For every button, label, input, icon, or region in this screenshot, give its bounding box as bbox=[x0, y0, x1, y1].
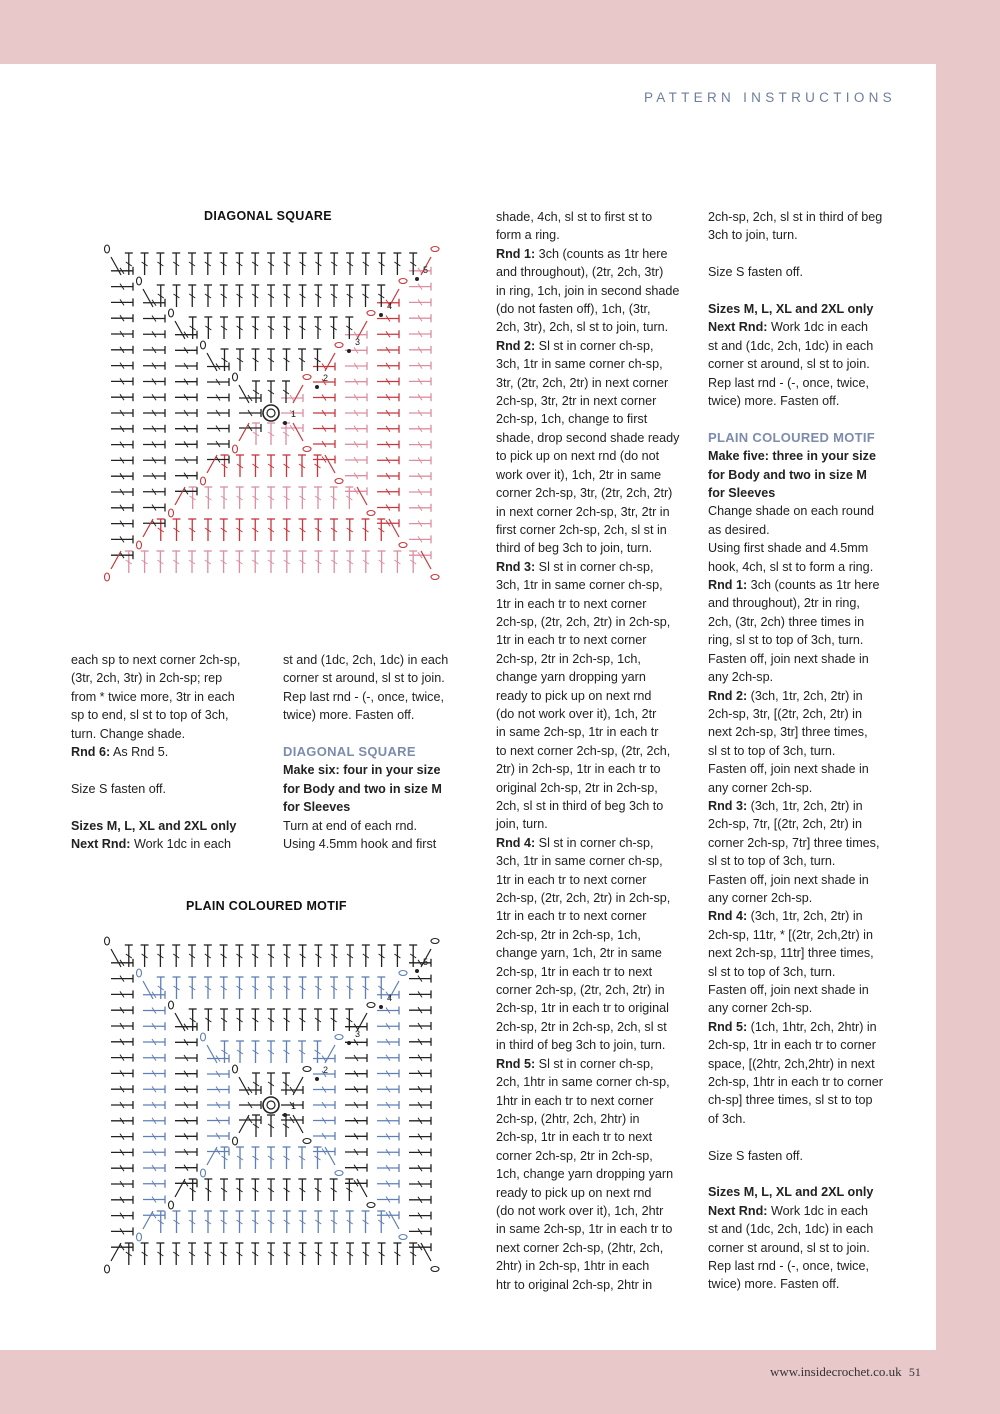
text-line: Rnd 3: (3ch, 1tr, 2ch, 2tr) in bbox=[708, 798, 863, 813]
corner-stitch bbox=[207, 353, 217, 371]
text-line: Rnd 4: (3ch, 1tr, 2ch, 2tr) in bbox=[708, 909, 863, 924]
plain-motif-chart-title: PLAIN COLOURED MOTIF bbox=[186, 899, 347, 913]
text-line: sl st to top of 3ch, turn. bbox=[708, 743, 836, 758]
text-line: (do not work over it), 1ch, 2tr bbox=[496, 706, 657, 721]
text-line: next 2ch-sp, 11tr] three times, bbox=[708, 946, 874, 961]
text-line: 2ch-sp, 1tr in each tr to corner bbox=[708, 1038, 876, 1053]
corner-chain bbox=[169, 1001, 174, 1009]
text-line: corner 2ch-sp, 7tr] three times, bbox=[708, 835, 880, 850]
text-line: Rnd 1: 3ch (counts as 1tr here bbox=[708, 578, 880, 593]
round-label: Next Rnd: bbox=[708, 320, 768, 335]
paragraph-gap bbox=[708, 282, 908, 300]
text-line: in same 2ch-sp, 1tr in each tr bbox=[496, 725, 659, 740]
corner-chain bbox=[137, 1233, 142, 1241]
text-line: corner st around, sl st to join. bbox=[708, 1240, 870, 1255]
text-line: third of beg 3ch to join, turn. bbox=[496, 541, 653, 556]
text-line: Rep last rnd - (-, once, twice, bbox=[283, 689, 444, 704]
text-line: any 2ch-sp. bbox=[708, 670, 774, 685]
text-line: any corner 2ch-sp. bbox=[708, 1001, 813, 1016]
text-line: 1tr in each tr to next corner bbox=[496, 909, 647, 924]
corner-chain bbox=[335, 343, 343, 348]
round-label: Next Rnd: bbox=[71, 837, 131, 852]
round-number-label: 1 bbox=[291, 409, 297, 419]
text-line: twice) more. Fasten off. bbox=[708, 394, 840, 409]
round-number-label: 2 bbox=[323, 1065, 329, 1075]
text-line: Rnd 3: Sl st in corner ch-sp, bbox=[496, 559, 654, 574]
join-dot bbox=[315, 385, 319, 389]
round-number-label: 5 bbox=[423, 265, 429, 275]
corner-stitch bbox=[239, 1077, 249, 1095]
text-line: for Body and two in size M bbox=[708, 467, 867, 482]
text-line: 2ch, 3tr), 2ch, sl st to join, turn. bbox=[496, 320, 669, 335]
column-4 bbox=[708, 208, 908, 1294]
corner-chain bbox=[233, 445, 238, 453]
corner-chain bbox=[137, 277, 142, 285]
text-line: 2ch-sp, (2tr, 2ch, 2tr) in 2ch-sp, bbox=[496, 891, 671, 906]
corner-chain bbox=[105, 937, 110, 945]
text-line: any corner 2ch-sp. bbox=[708, 890, 813, 905]
round-label: Rnd 6: bbox=[71, 745, 111, 760]
text-line: work over it), 1ch, 2tr in same bbox=[496, 467, 662, 482]
corner-chain bbox=[399, 543, 407, 548]
text-line: 2ch-sp, 2ch, sl st in third of beg bbox=[708, 210, 883, 224]
text-line: ring, sl st to top of 3ch, turn. bbox=[708, 633, 864, 648]
magic-ring-inner bbox=[267, 409, 275, 417]
round-label: Rnd 3: bbox=[496, 559, 536, 574]
text-line: as desired. bbox=[708, 522, 770, 537]
footer-url: www.insidecrochet.co.uk bbox=[770, 1364, 902, 1379]
text-line: corner 2ch-sp, (2tr, 2ch, 2tr) in bbox=[496, 983, 665, 998]
round-number-label: 1 bbox=[291, 1101, 297, 1111]
round-label: Rnd 1: bbox=[496, 246, 536, 261]
corner-chain bbox=[303, 447, 311, 452]
text-line: 1htr in each tr to next corner bbox=[496, 1093, 654, 1108]
round-label: Rnd 4: bbox=[708, 909, 748, 924]
text-line: join, turn. bbox=[496, 817, 548, 832]
text-line: Fasten off, join next shade in bbox=[708, 983, 869, 998]
text-line: 2ch-sp, 1tr in each tr to original bbox=[496, 1001, 669, 1016]
text-line: turn. Change shade. bbox=[71, 726, 186, 741]
text-line: 2ch-sp, (2htr, 2ch, 2htr) in bbox=[496, 1111, 640, 1126]
corner-chain bbox=[367, 311, 375, 316]
corner-chain bbox=[137, 541, 142, 549]
paragraph-gap bbox=[708, 245, 908, 263]
corner-stitch bbox=[325, 353, 335, 371]
text-line: Rep last rnd - (-, once, twice, bbox=[708, 375, 869, 390]
text-line: Rnd 5: (1ch, 1htr, 2ch, 2htr) in bbox=[708, 1019, 877, 1034]
corner-stitch bbox=[357, 487, 367, 505]
corner-chain bbox=[105, 573, 110, 581]
corner-stitch bbox=[239, 1115, 249, 1133]
text-line: sl st to top of 3ch, turn. bbox=[708, 964, 836, 979]
text-line: Rnd 4: Sl st in corner ch-sp, bbox=[496, 835, 654, 850]
text-line: Next Rnd: Work 1dc in each bbox=[71, 837, 232, 852]
text-line: original 2ch-sp, 2tr in 2ch-sp, bbox=[496, 780, 658, 795]
paragraph-gap bbox=[708, 1128, 908, 1146]
column-2 bbox=[283, 651, 483, 853]
corner-stitch bbox=[421, 551, 431, 569]
corner-stitch bbox=[325, 1147, 335, 1165]
text-line: Rnd 6: As Rnd 5. bbox=[71, 745, 169, 760]
text-line: 2ch-sp, 2tr in 2ch-sp, 1ch, bbox=[496, 927, 641, 942]
corner-stitch bbox=[239, 423, 249, 441]
text-line: Next Rnd: Work 1dc in each bbox=[708, 1203, 869, 1218]
text-line: 3tr, (2tr, 2ch, 2tr) in next corner bbox=[496, 375, 669, 390]
corner-stitch bbox=[175, 1013, 185, 1031]
text-line: htr to original 2ch-sp, 2htr in bbox=[496, 1277, 653, 1292]
text-line: in same 2ch-sp, 1tr in each tr to bbox=[496, 1222, 673, 1237]
corner-stitch bbox=[175, 1179, 185, 1197]
text-line: Size S fasten off. bbox=[71, 781, 166, 796]
corner-chain bbox=[399, 279, 407, 284]
diagonal-square-chart-title: DIAGONAL SQUARE bbox=[204, 209, 332, 223]
text-line: form a ring. bbox=[496, 228, 560, 243]
text-line: 2ch-sp, 1tr in each tr to next bbox=[496, 964, 653, 979]
magic-ring bbox=[263, 405, 279, 421]
text-line: 2ch-sp, 1htr in each tr to corner bbox=[708, 1075, 883, 1090]
text-line: from * twice more, 3tr in each bbox=[71, 689, 235, 704]
corner-chain bbox=[399, 1235, 407, 1240]
text-line: next corner 2ch-sp, (2htr, 2ch, bbox=[496, 1240, 664, 1255]
text-line: 2ch, 1htr in same corner ch-sp, bbox=[496, 1075, 670, 1090]
corner-chain bbox=[201, 1169, 206, 1177]
text-line: and throughout), (2tr, 2ch, 3tr) bbox=[496, 265, 664, 280]
round-label: Rnd 2: bbox=[496, 338, 536, 353]
corner-chain bbox=[233, 373, 238, 381]
round-number-label: 2 bbox=[323, 373, 329, 383]
corner-chain bbox=[367, 1003, 375, 1008]
text-line: space, [(2htr, 2ch,2htr) in next bbox=[708, 1056, 875, 1071]
corner-stitch bbox=[207, 1147, 217, 1165]
join-dot bbox=[415, 969, 419, 973]
column-3 bbox=[496, 208, 696, 1294]
round-number-label: 4 bbox=[387, 993, 393, 1003]
corner-stitch bbox=[143, 1211, 153, 1229]
text-line: 3ch, 1tr in same corner ch-sp, bbox=[496, 854, 663, 869]
corner-stitch bbox=[175, 487, 185, 505]
corner-stitch bbox=[239, 385, 249, 403]
text-line: Make six: four in your size bbox=[283, 763, 441, 778]
text-line: ready to pick up on next rnd bbox=[496, 1185, 652, 1200]
text-line: for Sleeves bbox=[708, 486, 776, 501]
join-dot bbox=[347, 1041, 351, 1045]
text-line: 2ch-sp, 1tr in each tr to next bbox=[496, 1130, 653, 1145]
text-line: 3ch, 1tr in same corner ch-sp, bbox=[496, 578, 663, 593]
text-line: change yarn, 1ch, 2tr in same bbox=[496, 946, 662, 961]
corner-chain bbox=[169, 1201, 174, 1209]
corner-chain bbox=[137, 969, 142, 977]
text-line: Change shade on each round bbox=[708, 504, 874, 519]
text-line: 1tr in each tr to next corner bbox=[496, 872, 647, 887]
corner-chain bbox=[233, 1065, 238, 1073]
corner-chain bbox=[367, 511, 375, 516]
join-dot bbox=[347, 349, 351, 353]
text-line: Rnd 1: 3ch (counts as 1tr here bbox=[496, 246, 668, 261]
corner-stitch bbox=[421, 1243, 431, 1261]
corner-stitch bbox=[293, 1115, 303, 1133]
corner-stitch bbox=[293, 385, 303, 403]
text-line: (do not fasten off), 1ch, (3tr, bbox=[496, 302, 651, 317]
text-line: Fasten off, join next shade in bbox=[708, 651, 869, 666]
paragraph-gap bbox=[708, 410, 908, 428]
corner-chain bbox=[431, 575, 439, 580]
corner-chain bbox=[233, 1137, 238, 1145]
text-line: Rnd 2: Sl st in corner ch-sp, bbox=[496, 338, 654, 353]
corner-stitch bbox=[293, 1077, 303, 1095]
text-line: and throughout), 2tr in ring, bbox=[708, 596, 860, 611]
corner-chain bbox=[335, 479, 343, 484]
text-line: 3ch, 1tr in same corner ch-sp, bbox=[496, 357, 663, 372]
text-line: 1tr in each tr to next corner bbox=[496, 633, 647, 648]
text-line: Make five: three in your size bbox=[708, 449, 876, 464]
corner-stitch bbox=[143, 519, 153, 537]
corner-stitch bbox=[111, 551, 121, 569]
round-number-label: 5 bbox=[423, 957, 429, 967]
corner-stitch bbox=[111, 257, 121, 275]
text-line: ch-sp] three times, sl st to top bbox=[708, 1093, 873, 1108]
join-dot bbox=[283, 1113, 287, 1117]
corner-chain bbox=[201, 1033, 206, 1041]
text-line: shade, 4ch, sl st to first st to bbox=[496, 210, 653, 224]
text-line: of 3ch. bbox=[708, 1111, 746, 1126]
diagonal-square-chart bbox=[86, 228, 456, 598]
corner-stitch bbox=[389, 1211, 399, 1229]
text-line: twice) more. Fasten off. bbox=[708, 1277, 840, 1292]
text-line: 2ch-sp, 2tr in 2ch-sp, 1ch, bbox=[496, 651, 641, 666]
text-line: shade, drop second shade ready bbox=[496, 430, 680, 445]
text-line: 1tr in each tr to next corner bbox=[496, 596, 647, 611]
corner-chain bbox=[431, 939, 439, 944]
text-line: 2ch-sp, (2tr, 2ch, 2tr) in 2ch-sp, bbox=[496, 614, 671, 629]
text-line: first corner 2ch-sp, 2ch, sl st in bbox=[496, 522, 667, 537]
corner-stitch bbox=[175, 321, 185, 339]
text-line: 2ch, (3tr, 2ch) three times in bbox=[708, 614, 865, 629]
text-line: 2htr) in 2ch-sp, 1htr in each bbox=[496, 1259, 650, 1274]
text-line: Size S fasten off. bbox=[708, 265, 803, 280]
text-line: Rnd 5: Sl st in corner ch-sp, bbox=[496, 1056, 654, 1071]
corner-chain bbox=[303, 1067, 311, 1072]
round-number-label: 3 bbox=[355, 337, 361, 347]
round-number-label: 3 bbox=[355, 1029, 361, 1039]
corner-stitch bbox=[143, 981, 153, 999]
column-1 bbox=[71, 651, 271, 853]
text-line: for Body and two in size M bbox=[283, 781, 442, 796]
corner-chain bbox=[335, 1035, 343, 1040]
corner-chain bbox=[201, 477, 206, 485]
text-line: twice) more. Fasten off. bbox=[283, 708, 415, 723]
text-line: st and (1dc, 2ch, 1dc) in each bbox=[283, 653, 449, 667]
corner-chain bbox=[303, 375, 311, 380]
corner-chain bbox=[367, 1203, 375, 1208]
corner-chain bbox=[399, 971, 407, 976]
text-line: Using first shade and 4.5mm bbox=[708, 541, 869, 556]
text-line: corner 2ch-sp, 2tr in 2ch-sp, bbox=[496, 1148, 653, 1163]
section-heading: PLAIN COLOURED MOTIF bbox=[708, 429, 876, 445]
round-label: Rnd 4: bbox=[496, 835, 536, 850]
magic-ring-inner bbox=[267, 1101, 275, 1109]
magic-ring bbox=[263, 1097, 279, 1113]
round-label: Rnd 2: bbox=[708, 688, 748, 703]
section-header: PATTERN INSTRUCTIONS bbox=[643, 90, 896, 105]
text-line: Fasten off, join next shade in bbox=[708, 872, 869, 887]
corner-stitch bbox=[389, 519, 399, 537]
text-line: 3ch to join, turn. bbox=[708, 228, 798, 243]
section-heading: DIAGONAL SQUARE bbox=[283, 744, 416, 760]
paragraph-gap bbox=[283, 725, 483, 743]
text-line: change yarn dropping yarn bbox=[496, 670, 646, 685]
text-line: Fasten off, join next shade in bbox=[708, 762, 869, 777]
page-number: 51 bbox=[908, 1365, 921, 1379]
corner-chain bbox=[303, 1139, 311, 1144]
corner-chain bbox=[201, 341, 206, 349]
text-line: corner st around, sl st to join. bbox=[708, 357, 870, 372]
text-line: each sp to next corner 2ch-sp, bbox=[71, 653, 241, 667]
round-label: Rnd 5: bbox=[708, 1019, 748, 1034]
text-line: 2tr) in 2ch-sp, 1tr in each tr to bbox=[496, 762, 661, 777]
text-line: Sizes M, L, XL and 2XL only bbox=[71, 818, 237, 833]
text-line: corner st around, sl st to join. bbox=[283, 671, 445, 686]
corner-stitch bbox=[111, 949, 121, 967]
text-line: 2ch-sp, 1ch, change to first bbox=[496, 412, 648, 427]
text-line: corner 2ch-sp, 3tr, (2tr, 2ch, 2tr) bbox=[496, 486, 673, 501]
corner-stitch bbox=[325, 1045, 335, 1063]
text-line: (do not work over it), 1ch, 2htr bbox=[496, 1203, 664, 1218]
text-line: (3tr, 2ch, 3tr) in 2ch-sp; rep bbox=[71, 671, 223, 686]
footer bbox=[770, 1364, 921, 1380]
corner-stitch bbox=[357, 1179, 367, 1197]
text-line: next 2ch-sp, 3tr] three times, bbox=[708, 725, 868, 740]
join-dot bbox=[315, 1077, 319, 1081]
text-line: Rnd 2: (3ch, 1tr, 2ch, 2tr) in bbox=[708, 688, 863, 703]
text-line: for Sleeves bbox=[283, 800, 351, 815]
round-label: Rnd 5: bbox=[496, 1056, 536, 1071]
corner-chain bbox=[105, 1265, 110, 1273]
corner-stitch bbox=[207, 455, 217, 473]
paragraph-gap bbox=[708, 1165, 908, 1183]
text-line: Rep last rnd - (-, once, twice, bbox=[708, 1259, 869, 1274]
corner-stitch bbox=[143, 289, 153, 307]
text-line: any corner 2ch-sp. bbox=[708, 780, 813, 795]
text-line: sl st to top of 3ch, turn. bbox=[708, 854, 836, 869]
join-dot bbox=[415, 277, 419, 281]
text-line: hook, 4ch, sl st to form a ring. bbox=[708, 559, 874, 574]
text-line: to pick up on next rnd (do not bbox=[496, 449, 660, 464]
text-line: 2ch-sp, 7tr, [(2tr, 2ch, 2tr) in bbox=[708, 817, 862, 832]
corner-chain bbox=[169, 509, 174, 517]
text-line: in next corner 2ch-sp, 3tr, 2tr in bbox=[496, 504, 670, 519]
text-line: 2ch-sp, 3tr, 2tr in next corner bbox=[496, 394, 657, 409]
plain-motif-chart bbox=[86, 920, 456, 1290]
round-label: Next Rnd: bbox=[708, 1203, 768, 1218]
text-line: in ring, 1ch, join in second shade bbox=[496, 283, 680, 298]
paragraph-gap bbox=[71, 798, 271, 816]
paragraph-gap bbox=[71, 761, 271, 779]
join-dot bbox=[283, 421, 287, 425]
text-line: st and (1dc, 2ch, 1dc) in each bbox=[708, 338, 874, 353]
corner-stitch bbox=[293, 423, 303, 441]
round-number-label: 4 bbox=[387, 301, 393, 311]
text-line: sp to end, sl st to top of 3ch, bbox=[71, 708, 229, 723]
join-dot bbox=[379, 1005, 383, 1009]
text-line: 2ch-sp, 3tr, [(2tr, 2ch, 2tr) in bbox=[708, 706, 862, 721]
text-line: 2ch-sp, 2tr in 2ch-sp, 2ch, sl st bbox=[496, 1019, 667, 1034]
round-label: Rnd 3: bbox=[708, 798, 748, 813]
text-line: Next Rnd: Work 1dc in each bbox=[708, 320, 869, 335]
corner-chain bbox=[431, 247, 439, 252]
text-line: Sizes M, L, XL and 2XL only bbox=[708, 1185, 874, 1200]
corner-stitch bbox=[207, 1045, 217, 1063]
corner-stitch bbox=[111, 1243, 121, 1261]
corner-chain bbox=[431, 1267, 439, 1272]
text-line: 2ch, sl st in third of beg 3ch to bbox=[496, 799, 664, 813]
corner-chain bbox=[169, 309, 174, 317]
corner-stitch bbox=[325, 455, 335, 473]
join-dot bbox=[379, 313, 383, 317]
text-line: in third of beg 3ch to join, turn. bbox=[496, 1038, 666, 1053]
text-line: st and (1dc, 2ch, 1dc) in each bbox=[708, 1222, 874, 1237]
text-line: 2ch-sp, 11tr, * [(2tr, 2ch,2tr) in bbox=[708, 927, 873, 942]
text-line: 1ch, change yarn dropping yarn bbox=[496, 1167, 674, 1182]
text-line: Using 4.5mm hook and first bbox=[283, 837, 437, 852]
text-line: to next corner 2ch-sp, (2tr, 2ch, bbox=[496, 743, 671, 758]
text-line: Size S fasten off. bbox=[708, 1148, 803, 1163]
round-label: Rnd 1: bbox=[708, 578, 748, 593]
corner-chain bbox=[335, 1171, 343, 1176]
text-line: ready to pick up on next rnd bbox=[496, 688, 652, 703]
text-line: Sizes M, L, XL and 2XL only bbox=[708, 302, 874, 316]
corner-chain bbox=[105, 245, 110, 253]
text-line: Turn at end of each rnd. bbox=[283, 818, 417, 833]
